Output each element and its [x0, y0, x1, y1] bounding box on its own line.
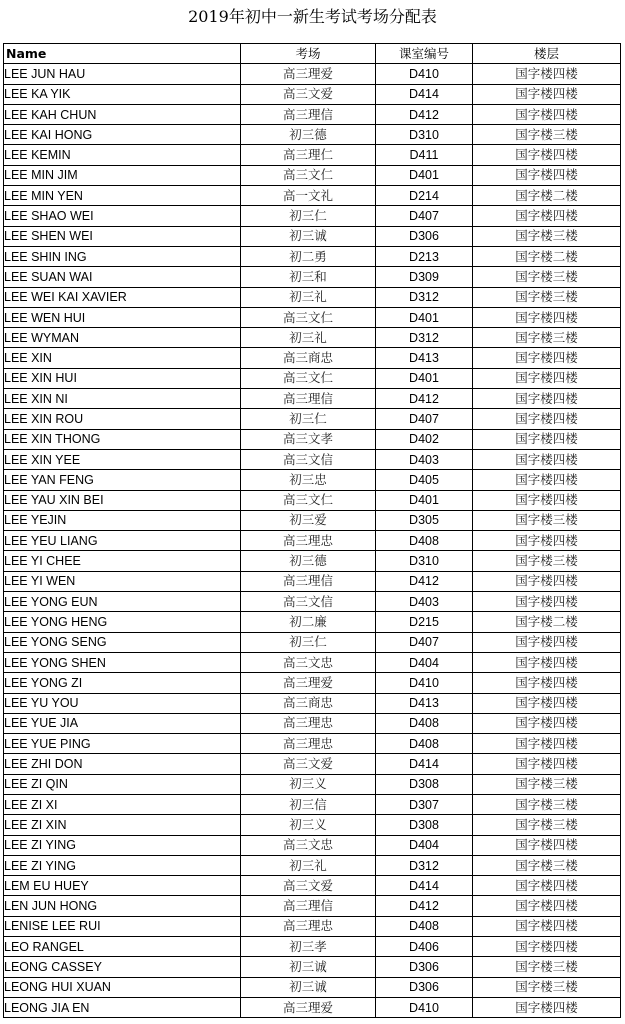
- table-header-row: [4, 44, 621, 64]
- cell-room: D312: [376, 328, 473, 348]
- table-row: [4, 632, 621, 652]
- cell-hall: 高三文信: [241, 592, 376, 612]
- cell-hall: 高三文信: [241, 449, 376, 469]
- cell-name: LEE XIN: [4, 348, 241, 368]
- cell-room: D413: [376, 348, 473, 368]
- cell-name: LEE KEMIN: [4, 145, 241, 165]
- table-row: [4, 855, 621, 875]
- table-row: [4, 287, 621, 307]
- cell-hall: 高三理爱: [241, 673, 376, 693]
- cell-floor: 国字楼四楼: [473, 916, 621, 936]
- cell-hall: 高三理忠: [241, 531, 376, 551]
- table-row: [4, 206, 621, 226]
- cell-room: D306: [376, 977, 473, 997]
- cell-room: D306: [376, 226, 473, 246]
- cell-name: LEE YI WEN: [4, 571, 241, 591]
- cell-hall: 初三仁: [241, 632, 376, 652]
- cell-hall: 初三义: [241, 815, 376, 835]
- cell-room: D407: [376, 206, 473, 226]
- table-row: [4, 997, 621, 1017]
- cell-name: LEE YONG SHEN: [4, 652, 241, 672]
- cell-room: D215: [376, 612, 473, 632]
- table-row: [4, 957, 621, 977]
- cell-name: LEM EU HUEY: [4, 876, 241, 896]
- cell-floor: 国字楼四楼: [473, 165, 621, 185]
- cell-hall: 初三信: [241, 794, 376, 814]
- column-header-name: Name: [4, 44, 241, 64]
- cell-room: D401: [376, 165, 473, 185]
- cell-name: LEE YEJIN: [4, 510, 241, 530]
- cell-room: D406: [376, 937, 473, 957]
- table-row: [4, 652, 621, 672]
- cell-name: LEE YONG EUN: [4, 592, 241, 612]
- cell-room: D414: [376, 754, 473, 774]
- cell-hall: 高三文爱: [241, 876, 376, 896]
- cell-floor: 国字楼四楼: [473, 307, 621, 327]
- cell-name: LEE YUE PING: [4, 734, 241, 754]
- cell-hall: 高三文忠: [241, 652, 376, 672]
- cell-floor: 国字楼四楼: [473, 368, 621, 388]
- cell-name: LEE ZI XI: [4, 794, 241, 814]
- cell-hall: 初三和: [241, 267, 376, 287]
- cell-floor: 国字楼四楼: [473, 64, 621, 84]
- table-row: [4, 937, 621, 957]
- table-row: [4, 389, 621, 409]
- cell-floor: 国字楼二楼: [473, 186, 621, 206]
- cell-name: LEE SHEN WEI: [4, 226, 241, 246]
- cell-room: D408: [376, 734, 473, 754]
- cell-floor: 国字楼三楼: [473, 855, 621, 875]
- cell-name: LEE SUAN WAI: [4, 267, 241, 287]
- cell-room: D412: [376, 389, 473, 409]
- cell-floor: 国字楼四楼: [473, 592, 621, 612]
- cell-floor: 国字楼三楼: [473, 551, 621, 571]
- cell-room: D308: [376, 815, 473, 835]
- cell-floor: 国字楼四楼: [473, 693, 621, 713]
- cell-hall: 初三忠: [241, 470, 376, 490]
- cell-hall: 初三德: [241, 125, 376, 145]
- cell-name: LENISE LEE RUI: [4, 916, 241, 936]
- table-row: [4, 876, 621, 896]
- cell-floor: 国字楼四楼: [473, 876, 621, 896]
- cell-name: LEE ZI QIN: [4, 774, 241, 794]
- cell-hall: 初三仁: [241, 206, 376, 226]
- cell-hall: 高三理信: [241, 896, 376, 916]
- table-row: [4, 896, 621, 916]
- cell-floor: 国字楼四楼: [473, 531, 621, 551]
- cell-name: LEO RANGEL: [4, 937, 241, 957]
- cell-room: D214: [376, 186, 473, 206]
- cell-floor: 国字楼四楼: [473, 571, 621, 591]
- cell-hall: 初三诚: [241, 226, 376, 246]
- table-row: [4, 774, 621, 794]
- cell-room: D312: [376, 287, 473, 307]
- cell-room: D404: [376, 835, 473, 855]
- cell-room: D412: [376, 571, 473, 591]
- cell-room: D410: [376, 997, 473, 1017]
- table-row: [4, 429, 621, 449]
- table-row: [4, 125, 621, 145]
- cell-floor: 国字楼四楼: [473, 673, 621, 693]
- cell-hall: 高三理信: [241, 571, 376, 591]
- cell-floor: 国字楼三楼: [473, 815, 621, 835]
- table-row: [4, 592, 621, 612]
- cell-room: D412: [376, 896, 473, 916]
- table-row: [4, 673, 621, 693]
- table-row: [4, 510, 621, 530]
- cell-room: D306: [376, 957, 473, 977]
- cell-hall: 初三诚: [241, 957, 376, 977]
- table-row: [4, 226, 621, 246]
- cell-floor: 国字楼四楼: [473, 348, 621, 368]
- cell-room: D308: [376, 774, 473, 794]
- cell-floor: 国字楼三楼: [473, 328, 621, 348]
- cell-floor: 国字楼三楼: [473, 977, 621, 997]
- cell-hall: 高三理信: [241, 104, 376, 124]
- cell-hall: 高三商忠: [241, 348, 376, 368]
- table-row: [4, 916, 621, 936]
- page-title: 2019年初中一新生考试考场分配表: [188, 7, 437, 26]
- cell-name: LEN JUN HONG: [4, 896, 241, 916]
- cell-hall: 高三文爱: [241, 84, 376, 104]
- cell-room: D405: [376, 470, 473, 490]
- cell-room: D408: [376, 916, 473, 936]
- cell-name: LEE XIN ROU: [4, 409, 241, 429]
- column-header-room: 课室编号: [376, 44, 473, 64]
- cell-hall: 初三德: [241, 551, 376, 571]
- cell-room: D401: [376, 368, 473, 388]
- cell-floor: 国字楼三楼: [473, 226, 621, 246]
- cell-floor: 国字楼三楼: [473, 794, 621, 814]
- table-row: [4, 104, 621, 124]
- table-row: [4, 449, 621, 469]
- cell-hall: 高三文仁: [241, 165, 376, 185]
- cell-hall: 高三理仁: [241, 145, 376, 165]
- cell-name: LEE XIN HUI: [4, 368, 241, 388]
- table-row: [4, 246, 621, 266]
- cell-name: LEONG HUI XUAN: [4, 977, 241, 997]
- table-row: [4, 571, 621, 591]
- cell-floor: 国字楼三楼: [473, 957, 621, 977]
- cell-room: D307: [376, 794, 473, 814]
- cell-name: LEONG CASSEY: [4, 957, 241, 977]
- cell-hall: 高三理忠: [241, 734, 376, 754]
- cell-hall: 高三文爱: [241, 754, 376, 774]
- column-header-floor: 楼层: [473, 44, 621, 64]
- cell-name: LEE YEU LIANG: [4, 531, 241, 551]
- cell-room: D309: [376, 267, 473, 287]
- cell-room: D410: [376, 673, 473, 693]
- cell-name: LEONG JIA EN: [4, 997, 241, 1017]
- table-row: [4, 470, 621, 490]
- table-row: [4, 754, 621, 774]
- cell-hall: 高一文礼: [241, 186, 376, 206]
- cell-hall: 高三文孝: [241, 429, 376, 449]
- cell-name: LEE YONG SENG: [4, 632, 241, 652]
- table-row: [4, 348, 621, 368]
- table-row: [4, 531, 621, 551]
- cell-room: D411: [376, 145, 473, 165]
- cell-floor: 国字楼四楼: [473, 754, 621, 774]
- cell-room: D403: [376, 449, 473, 469]
- cell-name: LEE MIN JIM: [4, 165, 241, 185]
- cell-hall: 初三孝: [241, 937, 376, 957]
- cell-hall: 初三礼: [241, 855, 376, 875]
- cell-room: D305: [376, 510, 473, 530]
- cell-hall: 高三文仁: [241, 307, 376, 327]
- cell-room: D310: [376, 125, 473, 145]
- table-row: [4, 84, 621, 104]
- cell-name: LEE ZI YING: [4, 855, 241, 875]
- table-row: [4, 612, 621, 632]
- cell-name: LEE XIN NI: [4, 389, 241, 409]
- table-row: [4, 145, 621, 165]
- table-row: [4, 186, 621, 206]
- table-row: [4, 794, 621, 814]
- cell-floor: 国字楼四楼: [473, 145, 621, 165]
- cell-hall: 初三礼: [241, 287, 376, 307]
- cell-name: LEE YUE JIA: [4, 713, 241, 733]
- cell-name: LEE XIN THONG: [4, 429, 241, 449]
- cell-hall: 高三商忠: [241, 693, 376, 713]
- table-row: [4, 409, 621, 429]
- table-row: [4, 713, 621, 733]
- cell-room: D410: [376, 64, 473, 84]
- table-row: [4, 165, 621, 185]
- cell-floor: 国字楼二楼: [473, 246, 621, 266]
- cell-name: LEE YU YOU: [4, 693, 241, 713]
- cell-name: LEE ZI XIN: [4, 815, 241, 835]
- cell-name: LEE ZI YING: [4, 835, 241, 855]
- cell-floor: 国字楼三楼: [473, 287, 621, 307]
- cell-hall: 初三礼: [241, 328, 376, 348]
- cell-hall: 高三理爱: [241, 997, 376, 1017]
- cell-hall: 初三爱: [241, 510, 376, 530]
- cell-room: D403: [376, 592, 473, 612]
- table-row: [4, 835, 621, 855]
- cell-name: LEE WEN HUI: [4, 307, 241, 327]
- column-header-hall: 考场: [241, 44, 376, 64]
- cell-floor: 国字楼四楼: [473, 896, 621, 916]
- cell-floor: 国字楼三楼: [473, 774, 621, 794]
- cell-room: D401: [376, 307, 473, 327]
- cell-hall: 高三理爱: [241, 64, 376, 84]
- cell-hall: 初二勇: [241, 246, 376, 266]
- table-body: [4, 64, 621, 1018]
- cell-room: D407: [376, 632, 473, 652]
- cell-hall: 高三文仁: [241, 368, 376, 388]
- cell-floor: 国字楼四楼: [473, 470, 621, 490]
- cell-name: LEE YONG ZI: [4, 673, 241, 693]
- cell-hall: 高三理忠: [241, 713, 376, 733]
- cell-name: LEE SHAO WEI: [4, 206, 241, 226]
- cell-floor: 国字楼四楼: [473, 206, 621, 226]
- cell-room: D404: [376, 652, 473, 672]
- cell-floor: 国字楼四楼: [473, 389, 621, 409]
- cell-room: D310: [376, 551, 473, 571]
- cell-name: LEE YAU XIN BEI: [4, 490, 241, 510]
- cell-name: LEE YAN FENG: [4, 470, 241, 490]
- table-row: [4, 551, 621, 571]
- cell-name: LEE KA YIK: [4, 84, 241, 104]
- cell-floor: 国字楼三楼: [473, 510, 621, 530]
- cell-floor: 国字楼四楼: [473, 835, 621, 855]
- cell-floor: 国字楼四楼: [473, 632, 621, 652]
- allocation-table: [3, 43, 621, 1018]
- cell-name: LEE WYMAN: [4, 328, 241, 348]
- cell-hall: 初三义: [241, 774, 376, 794]
- cell-floor: 国字楼四楼: [473, 652, 621, 672]
- cell-name: LEE WEI KAI XAVIER: [4, 287, 241, 307]
- cell-name: LEE KAH CHUN: [4, 104, 241, 124]
- cell-room: D412: [376, 104, 473, 124]
- cell-floor: 国字楼四楼: [473, 84, 621, 104]
- cell-hall: 高三文仁: [241, 490, 376, 510]
- table-row: [4, 977, 621, 997]
- cell-hall: 高三理信: [241, 389, 376, 409]
- cell-floor: 国字楼四楼: [473, 490, 621, 510]
- cell-hall: 初三诚: [241, 977, 376, 997]
- table-row: [4, 64, 621, 84]
- cell-name: LEE YI CHEE: [4, 551, 241, 571]
- table-row: [4, 328, 621, 348]
- cell-room: D402: [376, 429, 473, 449]
- cell-floor: 国字楼四楼: [473, 713, 621, 733]
- cell-floor: 国字楼三楼: [473, 125, 621, 145]
- cell-name: LEE SHIN ING: [4, 246, 241, 266]
- cell-floor: 国字楼四楼: [473, 449, 621, 469]
- cell-floor: 国字楼四楼: [473, 997, 621, 1017]
- cell-name: LEE YONG HENG: [4, 612, 241, 632]
- cell-floor: 国字楼四楼: [473, 104, 621, 124]
- cell-name: LEE XIN YEE: [4, 449, 241, 469]
- table-row: [4, 815, 621, 835]
- cell-name: LEE JUN HAU: [4, 64, 241, 84]
- cell-floor: 国字楼四楼: [473, 429, 621, 449]
- table-row: [4, 307, 621, 327]
- cell-name: LEE KAI HONG: [4, 125, 241, 145]
- table-row: [4, 267, 621, 287]
- cell-floor: 国字楼二楼: [473, 612, 621, 632]
- cell-floor: 国字楼四楼: [473, 409, 621, 429]
- cell-name: LEE ZHI DON: [4, 754, 241, 774]
- cell-floor: 国字楼四楼: [473, 937, 621, 957]
- table-row: [4, 734, 621, 754]
- cell-room: D408: [376, 713, 473, 733]
- table-row: [4, 693, 621, 713]
- cell-room: D401: [376, 490, 473, 510]
- cell-name: LEE MIN YEN: [4, 186, 241, 206]
- cell-room: D312: [376, 855, 473, 875]
- cell-room: D413: [376, 693, 473, 713]
- cell-floor: 国字楼四楼: [473, 734, 621, 754]
- cell-hall: 初二廉: [241, 612, 376, 632]
- table-row: [4, 368, 621, 388]
- cell-room: D414: [376, 84, 473, 104]
- cell-floor: 国字楼三楼: [473, 267, 621, 287]
- cell-room: D408: [376, 531, 473, 551]
- cell-room: D407: [376, 409, 473, 429]
- cell-room: D414: [376, 876, 473, 896]
- cell-hall: 初三仁: [241, 409, 376, 429]
- cell-hall: 高三文忠: [241, 835, 376, 855]
- cell-room: D213: [376, 246, 473, 266]
- table-row: [4, 490, 621, 510]
- cell-hall: 高三理忠: [241, 916, 376, 936]
